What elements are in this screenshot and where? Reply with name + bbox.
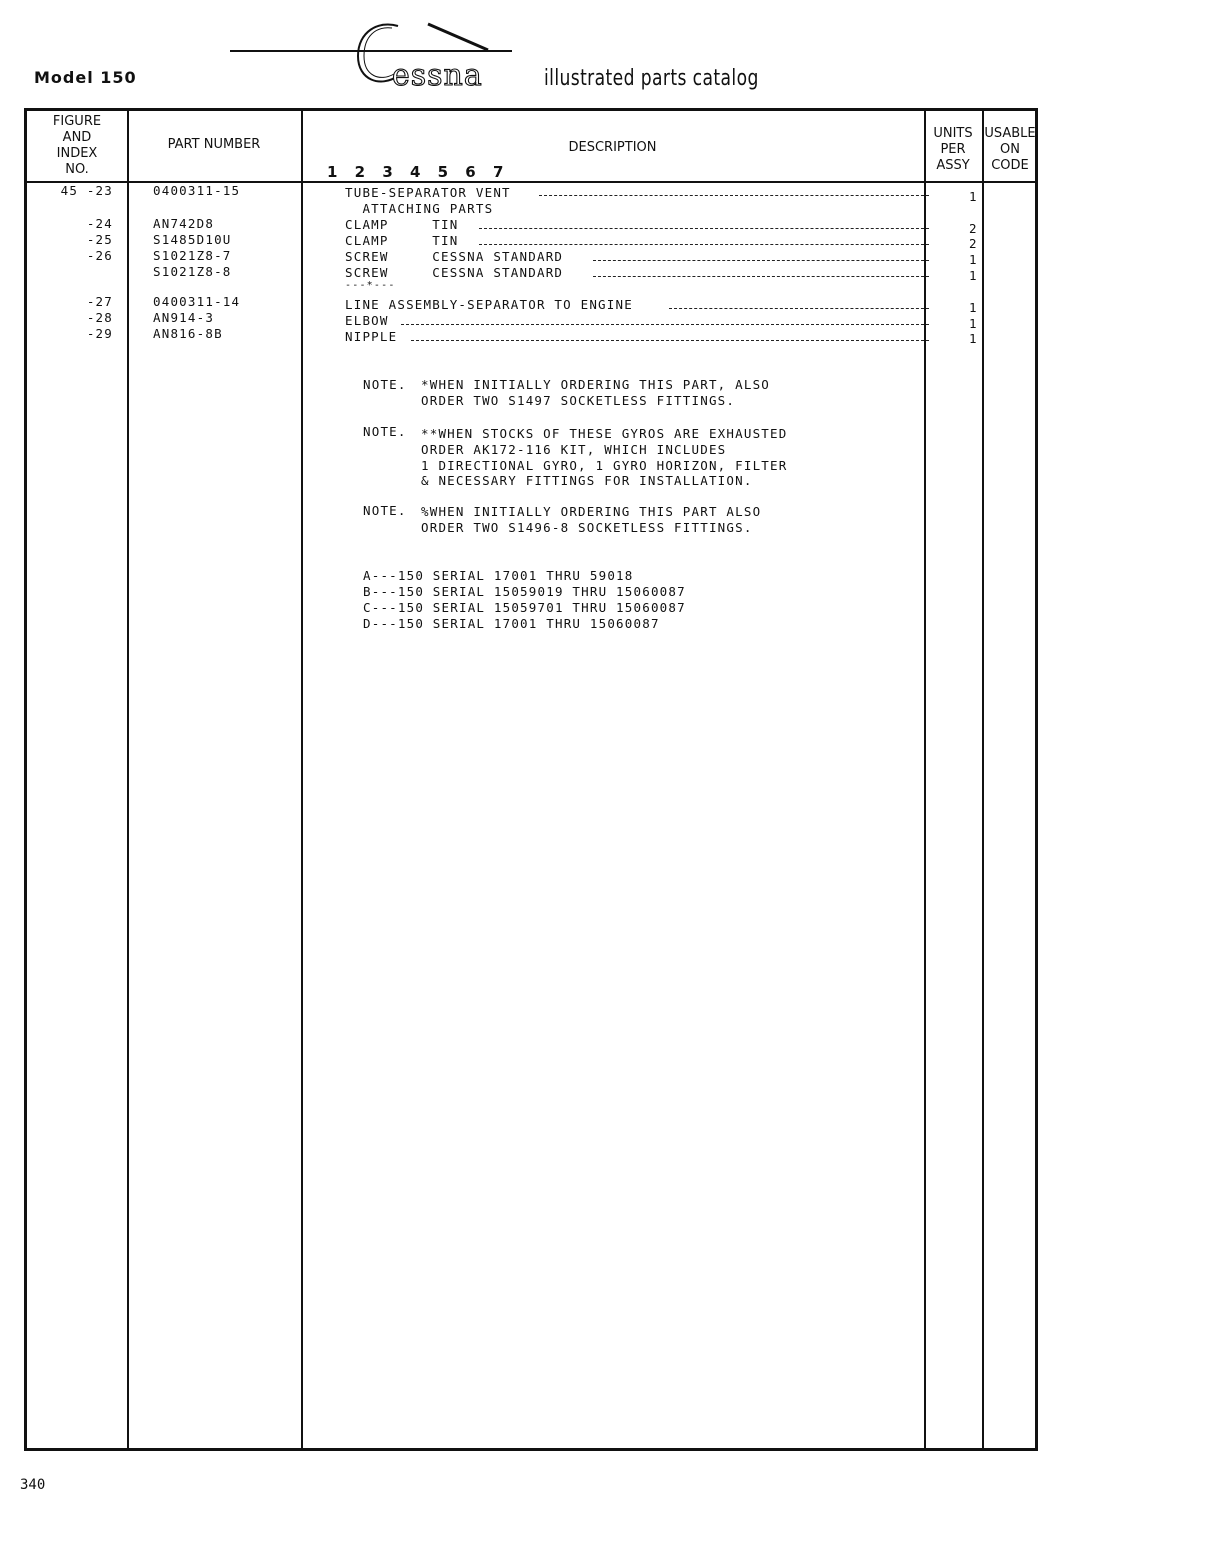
- serial-code-line: B---150 SERIAL 15059019 THRU 15060087: [363, 584, 686, 599]
- header-line: NO.: [65, 162, 89, 177]
- header-line: FIGURE: [52, 114, 102, 129]
- page-number: 340: [20, 1477, 46, 1493]
- part-number: S1485D10U: [153, 232, 232, 247]
- usable-on-code-header: [982, 126, 1038, 174]
- parts-table: [24, 108, 1038, 1451]
- description: ELBOW: [345, 313, 389, 328]
- index-no: -29: [86, 326, 113, 341]
- note-line: %WHEN INITIALLY ORDERING THIS PART ALSO: [421, 504, 762, 519]
- attaching-parts-end-marker: ---*---: [345, 280, 396, 291]
- units-per-assy: 1: [969, 268, 978, 283]
- description: LINE ASSEMBLY-SEPARATOR TO ENGINE: [345, 297, 633, 312]
- index-no: -25: [86, 232, 113, 247]
- description: CLAMP TIN: [345, 233, 459, 248]
- description-header: DESCRIPTION: [568, 140, 657, 155]
- figure-index-header: [27, 114, 127, 178]
- units-per-assy-header: [924, 126, 982, 174]
- serial-code-line: D---150 SERIAL 17001 THRU 15060087: [363, 616, 660, 631]
- catalog-title: illustrated parts catalog: [544, 66, 759, 91]
- header-line: UNITS: [933, 126, 973, 141]
- header-line: INDEX: [56, 146, 98, 161]
- index-no: 45 -23: [60, 183, 113, 198]
- leader-dashes: [669, 308, 929, 309]
- model-label: Model 150: [34, 68, 137, 87]
- index-no: -27: [86, 294, 113, 309]
- units-per-assy: 1: [969, 189, 978, 204]
- units-per-assy: 1: [969, 316, 978, 331]
- serial-code-line: C---150 SERIAL 15059701 THRU 15060087: [363, 600, 686, 615]
- serial-code-line: A---150 SERIAL 17001 THRU 59018: [363, 568, 634, 583]
- header-line: USABLE: [984, 126, 1036, 141]
- header-line: ASSY: [936, 158, 970, 173]
- note-label: NOTE.: [363, 377, 407, 392]
- note-line: *WHEN INITIALLY ORDERING THIS PART, ALSO: [421, 377, 771, 392]
- leader-dashes: [593, 260, 929, 261]
- leader-dashes: [401, 324, 929, 325]
- part-number: AN816-8B: [153, 326, 223, 341]
- units-per-assy: 1: [969, 300, 978, 315]
- part-number: AN914-3: [153, 310, 215, 325]
- header-line: ON: [1000, 142, 1020, 157]
- index-no: -26: [86, 248, 113, 263]
- note-label: NOTE.: [363, 503, 407, 518]
- brand-wordmark: essna: [392, 58, 483, 93]
- description: ATTACHING PARTS: [345, 201, 494, 216]
- part-number: AN742D8: [153, 216, 215, 231]
- part-number: 0400311-14: [153, 294, 241, 309]
- description: TUBE-SEPARATOR VENT: [345, 185, 511, 200]
- column-divider: [924, 111, 926, 1448]
- index-no: -24: [86, 216, 113, 231]
- note-line: & NECESSARY FITTINGS FOR INSTALLATION.: [421, 473, 753, 488]
- column-divider: [982, 111, 984, 1448]
- part-number: S1021Z8-8: [153, 264, 232, 279]
- part-number-header: PART NUMBER: [167, 137, 261, 152]
- description: NIPPLE: [345, 329, 398, 344]
- units-per-assy: 1: [969, 252, 978, 267]
- units-per-assy: 2: [969, 221, 978, 236]
- note-label: NOTE.: [363, 424, 407, 439]
- header-line: CODE: [991, 158, 1029, 173]
- part-number: 0400311-15: [153, 183, 241, 198]
- header-line: PER: [940, 142, 966, 157]
- leader-dashes: [411, 340, 929, 341]
- units-per-assy: 1: [969, 331, 978, 346]
- description: CLAMP TIN: [345, 217, 459, 232]
- header-line: AND: [62, 130, 92, 145]
- leader-dashes: [479, 228, 929, 229]
- note-line: ORDER TWO S1496-8 SOCKETLESS FITTINGS.: [421, 520, 753, 535]
- note-line: ORDER AK172-116 KIT, WHICH INCLUDES: [421, 442, 727, 457]
- indent-digits: 1 2 3 4 5 6 7: [327, 163, 510, 181]
- leader-dashes: [593, 276, 929, 277]
- description: SCREW CESSNA STANDARD: [345, 265, 564, 280]
- part-number: S1021Z8-7: [153, 248, 232, 263]
- description: SCREW CESSNA STANDARD: [345, 249, 564, 264]
- column-divider: [301, 111, 303, 1448]
- leader-dashes: [539, 195, 929, 196]
- column-divider: [127, 111, 129, 1448]
- note-line: 1 DIRECTIONAL GYRO, 1 GYRO HORIZON, FILTER: [421, 458, 788, 473]
- note-line: ORDER TWO S1497 SOCKETLESS FITTINGS.: [421, 393, 736, 408]
- leader-dashes: [479, 244, 929, 245]
- units-per-assy: 2: [969, 236, 978, 251]
- note-line: **WHEN STOCKS OF THESE GYROS ARE EXHAUSTED: [421, 426, 788, 441]
- index-no: -28: [86, 310, 113, 325]
